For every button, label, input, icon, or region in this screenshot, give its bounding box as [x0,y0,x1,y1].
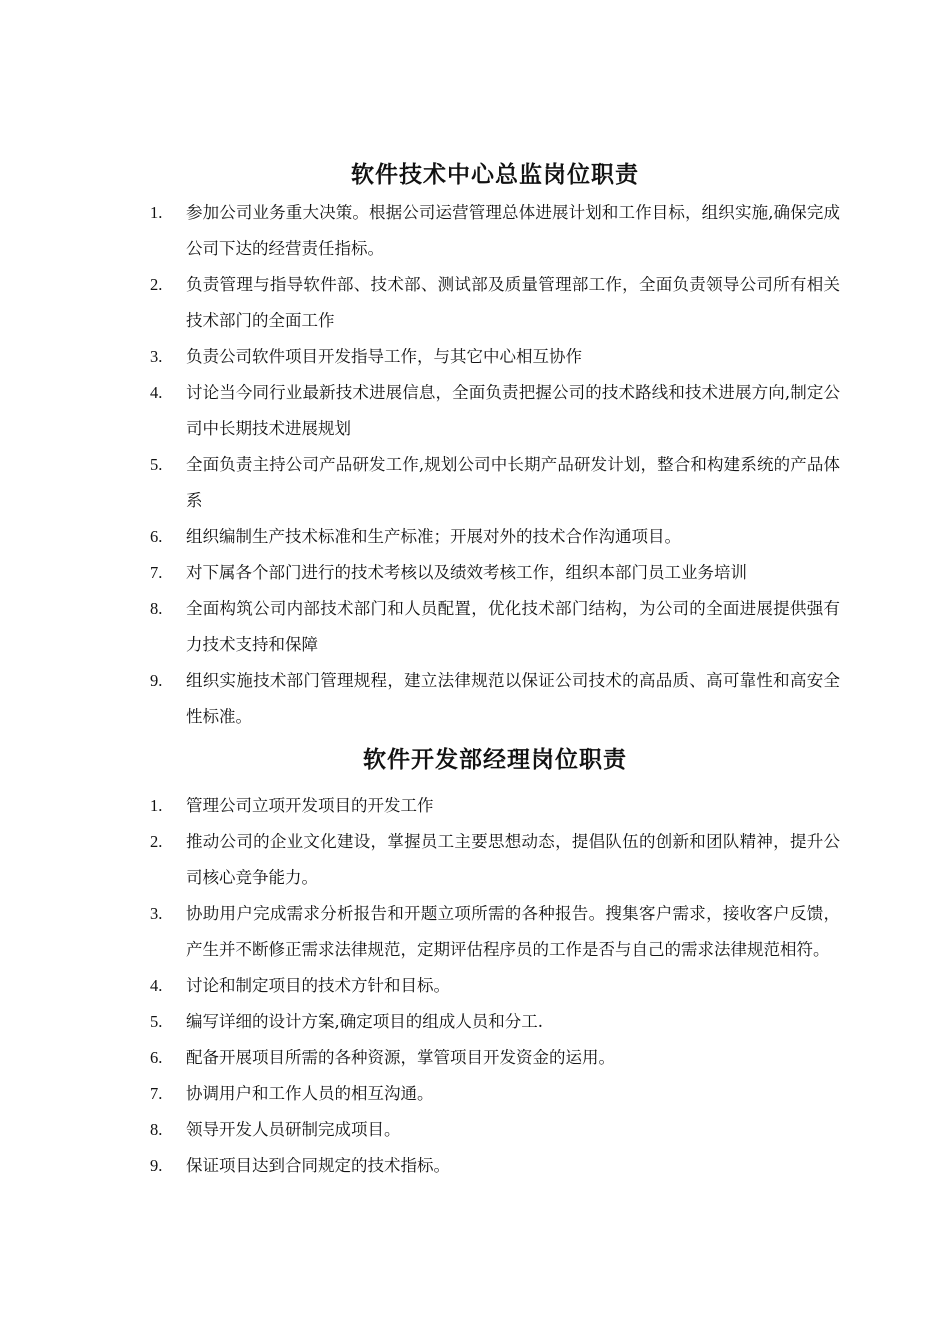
item-number: 8. [150,599,163,618]
item-number: 4. [150,383,163,402]
item-text: 协助用户完成需求分析报告和开题立项所需的各种报告。搜集客户需求，接收客户反馈，产生并不断修正需求法律规范，定期评估程序员的工作是否与自己的需求法律规范相符。 [186,904,840,959]
item-text: 全面构筑公司内部技术部门和人员配置，优化技术部门结构，为公司的全面进展提供强有力技术支持和保障 [186,599,840,654]
item-text: 领导开发人员研制完成项目。 [186,1120,401,1139]
item-text: 配备开展项目所需的各种资源，掌管项目开发资金的运用。 [186,1048,615,1067]
duty-item [150,824,840,896]
item-number: 5. [150,455,163,474]
duty-item [150,1004,840,1040]
duty-item [150,339,840,375]
item-number: 2. [150,832,163,851]
item-number: 5. [150,1012,163,1031]
item-text: 全面负责主持公司产品研发工作,规划公司中长期产品研发计划，整合和构建系统的产品体系 [186,455,840,510]
item-number: 2. [150,275,163,294]
item-number: 7. [150,563,163,582]
item-text: 保证项目达到合同规定的技术指标。 [186,1156,450,1175]
duty-item [150,375,840,447]
duty-item [150,267,840,339]
duty-item [150,1112,840,1148]
section-dev-manager-duties [150,740,840,1184]
item-text: 组织实施技术部门管理规程，建立法律规范以保证公司技术的高品质、高可靠性和高安全性标准。 [186,671,840,726]
duty-item [150,447,840,519]
duty-list [150,788,840,1184]
item-number: 8. [150,1120,163,1139]
item-number: 3. [150,347,163,366]
item-text: 参加公司业务重大决策。根据公司运营管理总体进展计划和工作目标，组织实施,确保完成公司下达的经营责任指标。 [186,203,840,258]
item-text: 对下属各个部门进行的技术考核以及绩效考核工作，组织本部门员工业务培训 [186,563,747,582]
item-text: 管理公司立项开发项目的开发工作 [186,796,434,815]
item-number: 7. [150,1084,163,1103]
duty-item [150,663,840,735]
duty-item [150,896,840,968]
duty-item [150,519,840,555]
item-number: 4. [150,976,163,995]
item-text: 讨论和制定项目的技术方针和目标。 [186,976,450,995]
item-text: 负责管理与指导软件部、技术部、测试部及质量管理部工作，全面负责领导公司所有相关技术部门的全面工作 [186,275,840,330]
item-text: 推动公司的企业文化建设，掌握员工主要思想动态，提倡队伍的创新和团队精神，提升公司核心竞争能力。 [186,832,840,887]
duty-item [150,788,840,824]
item-number: 1. [150,796,163,815]
item-number: 6. [150,527,163,546]
section-title: 软件技术中心总监岗位职责 [351,162,639,188]
duty-item [150,968,840,1004]
item-number: 9. [150,671,163,690]
item-text: 组织编制生产技术标准和生产标准；开展对外的技术合作沟通项目。 [186,527,681,546]
item-text: 编写详细的设计方案,确定项目的组成人员和分工. [186,1012,543,1031]
item-number: 6. [150,1048,163,1067]
item-number: 9. [150,1156,163,1175]
item-number: 3. [150,904,163,923]
duty-item [150,555,840,591]
section-director-duties [150,155,840,735]
duty-item [150,195,840,267]
duty-item [150,591,840,663]
duty-list [150,195,840,735]
duty-item [150,1076,840,1112]
item-text: 协调用户和工作人员的相互沟通。 [186,1084,434,1103]
item-number: 1. [150,203,163,222]
item-text: 讨论当今同行业最新技术进展信息，全面负责把握公司的技术路线和技术进展方向,制定公司中长期技术进展规划 [186,383,840,438]
duty-item [150,1040,840,1076]
section-title: 软件开发部经理岗位职责 [363,747,627,773]
duty-item [150,1148,840,1184]
item-text: 负责公司软件项目开发指导工作，与其它中心相互协作 [186,347,582,366]
